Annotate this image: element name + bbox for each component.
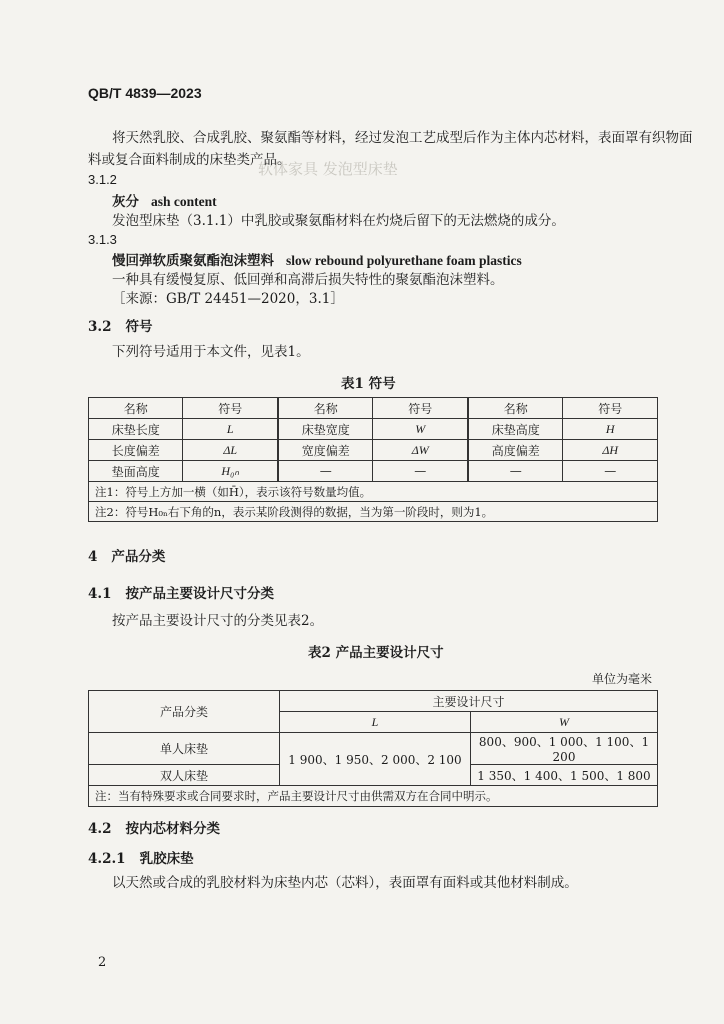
intro-paragraph-cont: 料或复合面料制成的床垫类产品。: [88, 152, 291, 168]
table-note: 注：当有特殊要求或合同要求时，产品主要设计尺寸由供需双方在合同中明示。: [89, 786, 658, 807]
table-cell: 床垫高度: [468, 419, 563, 440]
term-source: ［来源：GB/T 24451—2020，3.1］: [112, 291, 344, 307]
table-cell: H: [563, 419, 658, 440]
table-cell: 床垫宽度: [278, 419, 373, 440]
section-heading: [88, 847, 194, 867]
table-header: 名称: [278, 398, 373, 419]
section-number: 3.1.3: [88, 232, 117, 247]
table-cell: 高度偏差: [468, 440, 563, 461]
table-header: 产品分类: [89, 691, 280, 733]
table-cell: —: [373, 461, 468, 482]
term-definition: 一种具有缓慢复原、低回弹和高滞后损失特性的聚氨酯泡沫塑料。: [112, 272, 504, 288]
table-cell: —: [468, 461, 563, 482]
dimensions-table: [88, 690, 658, 807]
table-note: 注1：符号上方加一横（如H̄），表示该符号数量均值。: [89, 482, 658, 502]
section-text: 下列符号适用于本文件，见表1。: [112, 344, 310, 360]
table-cell: 1 900、1 950、2 000、2 100: [280, 733, 471, 786]
table-header: 主要设计尺寸: [280, 691, 658, 712]
table-header-row: [89, 398, 658, 419]
section-text: 按产品主要设计尺寸的分类见表2。: [112, 613, 324, 629]
table-row: [89, 419, 658, 440]
table-note-row: [89, 786, 658, 807]
table-note-row: [89, 482, 658, 502]
table-header: W: [471, 712, 658, 733]
section-heading: [88, 315, 153, 335]
section-heading: [88, 817, 220, 837]
term-cn: 灰分: [112, 194, 139, 210]
table-cell: 宽度偏差: [278, 440, 373, 461]
table-header: 名称: [468, 398, 563, 419]
table-cell: W: [373, 419, 468, 440]
table-header-row: [89, 691, 658, 712]
section-title: 产品分类: [111, 549, 166, 565]
bleed-through-title: 软体家具 发泡型床垫: [258, 160, 398, 178]
term-definition: 发泡型床垫（3.1.1）中乳胶或聚氨酯材料在灼烧后留下的无法燃烧的成分。: [112, 213, 565, 229]
section-number: 3.1.2: [88, 172, 117, 187]
table-note-row: [89, 502, 658, 522]
section-number: 3.2: [88, 319, 112, 335]
table-cell: 垫面高度: [89, 461, 183, 482]
table-cell: —: [563, 461, 658, 482]
table-cell: ΔH: [563, 440, 658, 461]
section-heading: [88, 545, 165, 565]
table-cell: 长度偏差: [89, 440, 183, 461]
table-cell: —: [278, 461, 373, 482]
intro-paragraph: 将天然乳胶、合成乳胶、聚氨酯等材料，经过发泡工艺成型后作为主体内芯材料，表面罩有织物面: [112, 130, 693, 146]
table-cell: 单人床垫: [89, 733, 280, 765]
term-cn: 慢回弹软质聚氨酯泡沫塑料: [112, 253, 274, 269]
table1-caption: 表1 符号: [341, 376, 396, 392]
table-row: [89, 440, 658, 461]
table-cell: 800、900、1 000、1 100、1 200: [471, 733, 658, 765]
table-header: 符号: [373, 398, 468, 419]
page-number: 2: [98, 955, 107, 970]
table-cell: H₀ₙ: [183, 461, 278, 482]
term-en: ash content: [151, 194, 217, 209]
document-header: QB/T 4839—2023: [88, 85, 202, 101]
table-header: 名称: [89, 398, 183, 419]
table-cell: ΔL: [183, 440, 278, 461]
table-row: [89, 461, 658, 482]
table-cell: L: [183, 419, 278, 440]
section-number: 4.2.1: [88, 851, 126, 867]
section-title: 按产品主要设计尺寸分类: [125, 586, 274, 602]
section-number: 4.2: [88, 821, 112, 837]
table-cell: 双人床垫: [89, 765, 280, 786]
section-title: 乳胶床垫: [139, 851, 194, 867]
table-cell: 1 350、1 400、1 500、1 800: [471, 765, 658, 786]
table-header: L: [280, 712, 471, 733]
table2-caption: 表2 产品主要设计尺寸: [308, 645, 444, 661]
table2-unit: 单位为毫米: [592, 672, 653, 686]
section-number: 4: [88, 549, 98, 565]
section-heading: [88, 582, 274, 602]
symbols-table: [88, 397, 658, 522]
section-text: 以天然或合成的乳胶材料为床垫内芯（芯料），表面罩有面料或其他材料制成。: [112, 875, 578, 891]
section-title: 符号: [125, 319, 153, 335]
table-note: 注2：符号H₀ₙ右下角的n，表示某阶段测得的数据，当为第一阶段时，则为1。: [89, 502, 658, 522]
term-en: slow rebound polyurethane foam plastics: [286, 253, 522, 268]
table-header: 符号: [183, 398, 278, 419]
section-title: 按内芯材料分类: [125, 821, 220, 837]
table-cell: 床垫长度: [89, 419, 183, 440]
table-row: [89, 733, 658, 765]
section-number: 4.1: [88, 586, 112, 602]
table-cell: ΔW: [373, 440, 468, 461]
table-header: 符号: [563, 398, 658, 419]
